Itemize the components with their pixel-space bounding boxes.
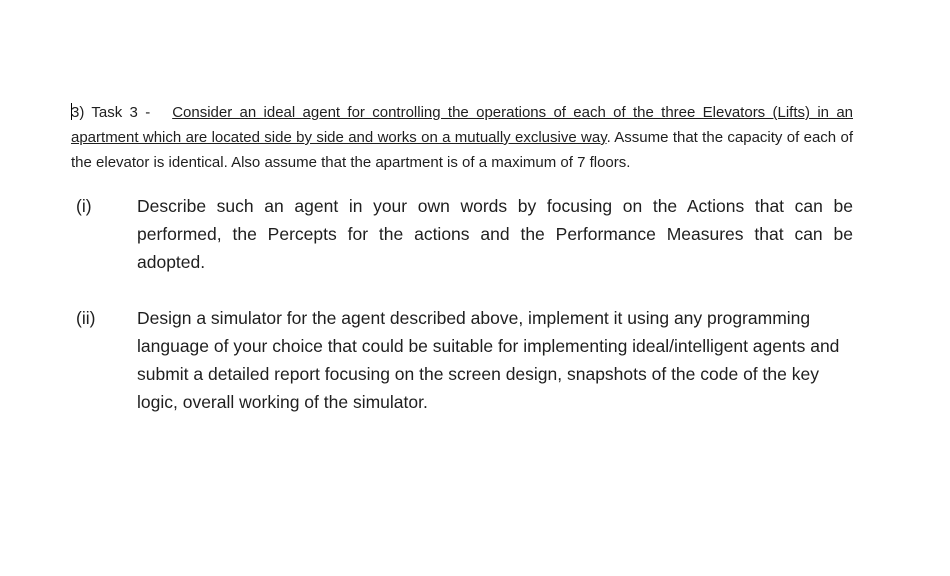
list-item: [71, 192, 853, 276]
item-number: (i): [76, 196, 92, 216]
task-description: [71, 100, 853, 175]
item-text: Describe such an agent in your own words by focusing on the Actions that can be performed, the Percepts for the actions and the Performance Measures that can be adopted.: [137, 196, 853, 272]
list-item: [71, 304, 853, 416]
task-statement-rest: . Assume that the capacity of each of the elevator is identical. Also assume that the apartment is of a maximum of 7 floors.: [71, 129, 853, 171]
task-statement-underlined: Consider an ideal agent for controlling the operations of each of the three Elevators (Lifts) in an apartment which are located side by side and works on a mutually exclusive way: [71, 104, 854, 146]
task-lead: 3) Task 3 -: [71, 104, 151, 121]
item-text: Design a simulator for the agent described above, implement it using any programming language of your choice that could be suitable for implementing ideal/intelligent agents and submit a detailed report focusing on the screen design, snapshots of the code of the key logic, overall working of the simulator.: [137, 308, 840, 412]
item-number: (ii): [76, 308, 96, 328]
